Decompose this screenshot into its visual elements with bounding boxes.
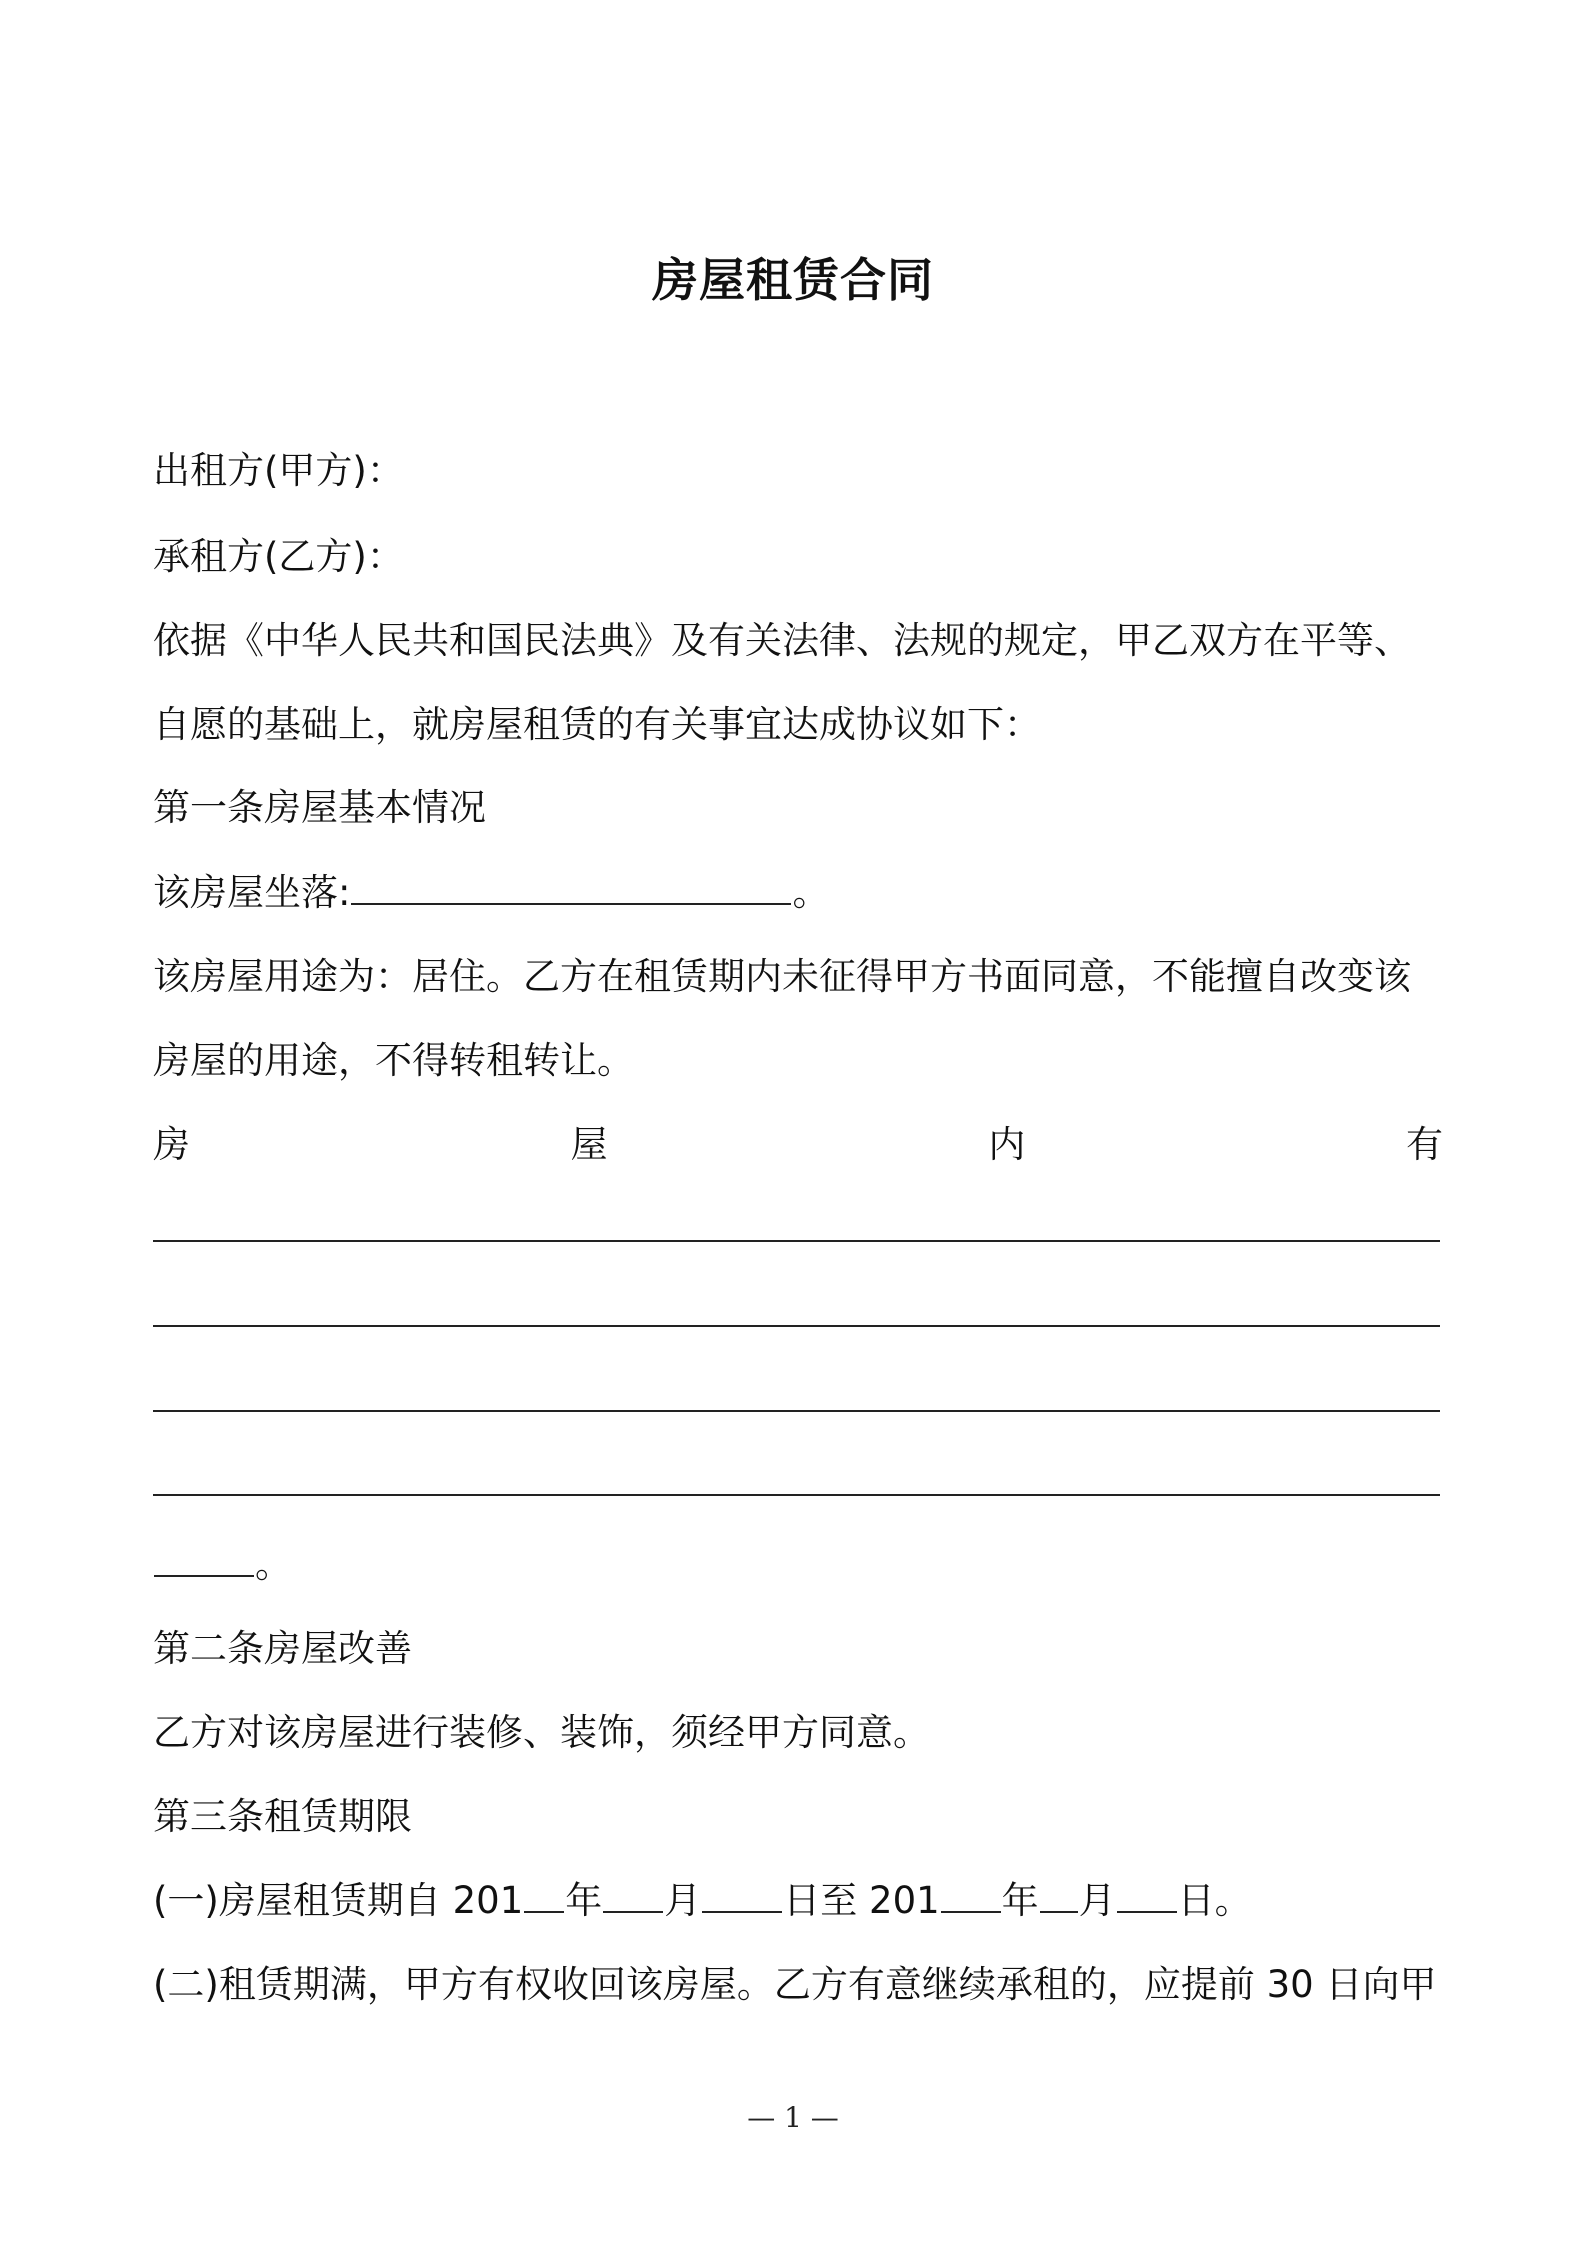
contents-blank-line-2: [153, 1325, 1440, 1327]
end-month-blank: [1040, 1881, 1078, 1913]
end-month-label: 月: [1078, 1879, 1116, 1922]
lease-term-prefix: (一)房屋租赁期自: [153, 1879, 441, 1922]
article-1-heading: 第一条房屋基本情况: [153, 786, 486, 829]
contents-blank-line-4: [153, 1494, 1440, 1496]
contents-char-2: 屋: [570, 1123, 608, 1166]
usage-line-2: 房屋的用途，不得转租转让。: [153, 1039, 634, 1082]
page-number: — 1 —: [747, 2101, 839, 2134]
usage-line-1: 该房屋用途为：居住。乙方在租赁期内未征得甲方书面同意，不能擅自改变该: [153, 955, 1411, 998]
document-title: 房屋租赁合同: [652, 253, 934, 307]
lessor-label: 出租方(甲方)：: [153, 449, 404, 492]
contents-end-line: [153, 1540, 1443, 1590]
article-2-text: 乙方对该房屋进行装修、装饰，须经甲方同意。: [153, 1711, 930, 1754]
end-year-label: 年: [1001, 1879, 1039, 1922]
start-month-label: 月: [664, 1879, 702, 1922]
contents-char-1: 房: [153, 1123, 190, 1166]
lease-renewal-line: (二)租赁期满，甲方有权收回该房屋。乙方有意继续承租的，应提前 30 日向甲: [153, 1963, 1437, 2006]
contents-char-4: 有: [1405, 1123, 1443, 1166]
preamble-line-2: 自愿的基础上，就房屋租赁的有关事宜达成协议如下：: [153, 703, 1041, 746]
location-end: 。: [792, 871, 830, 914]
lease-term-line: [153, 1876, 1443, 1926]
contents-char-3: 内: [988, 1123, 1026, 1166]
start-day-label: 日至: [783, 1879, 858, 1922]
start-year-label: 年: [565, 1879, 603, 1922]
article-3-heading: 第三条租赁期限: [153, 1795, 412, 1838]
contents-label-line: [153, 1120, 1443, 1170]
article-2-heading: 第二条房屋改善: [153, 1627, 412, 1670]
contents-end: 。: [255, 1543, 292, 1586]
contents-blank-line-1: [153, 1240, 1440, 1242]
end-day-blank: [1117, 1881, 1177, 1913]
start-month-blank: [603, 1881, 663, 1913]
location-label: 该房屋坐落:: [153, 871, 351, 914]
lessee-label: 承租方(乙方)：: [153, 535, 404, 578]
end-day-label: 日。: [1177, 1879, 1252, 1922]
contents-blank-line-3: [153, 1410, 1440, 1412]
end-year-prefix: 201: [869, 1879, 940, 1922]
location-blank: [351, 873, 791, 905]
start-year-blank: [524, 1881, 564, 1913]
contents-end-blank: [154, 1545, 254, 1577]
preamble-line-1: 依据《中华人民共和国民法典》及有关法律、法规的规定，甲乙双方在平等、: [153, 619, 1411, 662]
start-year-prefix: 201: [452, 1879, 524, 1922]
start-day-blank: [702, 1881, 782, 1913]
end-year-blank: [941, 1881, 1001, 1913]
location-line: [153, 868, 1443, 918]
